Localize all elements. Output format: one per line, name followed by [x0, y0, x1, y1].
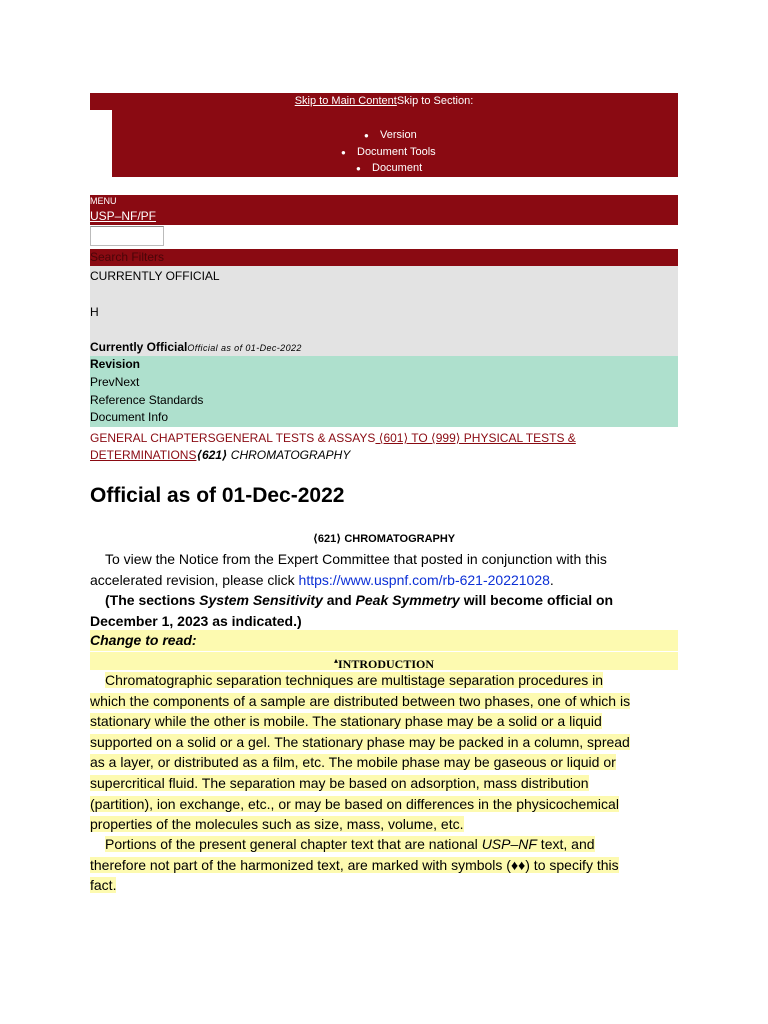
search-filters-bar[interactable]: [90, 249, 678, 266]
breadcrumb-physical-tests[interactable]: ⟨601⟩ TO ⟨999⟩ PHYSICAL TESTS & DETERMINATIONS: [90, 431, 576, 462]
tab-document-info[interactable]: Document Info: [90, 410, 169, 424]
prev-next: [90, 375, 139, 389]
section-item-version[interactable]: ● Version: [364, 129, 417, 141]
prev-button[interactable]: Prev: [90, 375, 115, 389]
notice-link[interactable]: https://www.uspnf.com/rb-621-20221028: [298, 571, 550, 588]
skip-bar: [90, 93, 678, 110]
skip-to-section-label: Skip to Section:: [396, 95, 474, 107]
usp-nf-pf-link[interactable]: USP–NF/PF: [90, 209, 157, 223]
section-item-document[interactable]: ● Document: [356, 162, 423, 174]
bullet-icon: ●: [356, 164, 361, 173]
document-tabs: [90, 356, 678, 427]
bullet-icon: ●: [341, 148, 346, 157]
tab-revision[interactable]: Revision: [90, 357, 141, 371]
status-letter: H: [90, 305, 99, 319]
breadcrumb-general-chapters[interactable]: GENERAL CHAPTERS: [90, 431, 216, 445]
sections-note: (The sections System Sensitivity and Peak Symmetry will become official on December 1, 2023 as indicated.): [90, 592, 614, 629]
currently-official-line: [90, 340, 302, 354]
breadcrumb: [90, 430, 678, 464]
menu-bar: [90, 195, 678, 225]
search-filters-label: Search Filters: [90, 250, 165, 264]
currently-official-caps: CURRENTLY OFFICIAL: [90, 269, 220, 283]
chapter-heading: ⟨621⟩ CHROMATOGRAPHY: [312, 533, 456, 545]
bullet-icon: ●: [364, 131, 369, 140]
portions-paragraph: Portions of the present general chapter text that are national USP–NF text, and therefore not part of the harmonized text, are marked with symbols (♦♦) to specify this fact.: [90, 836, 619, 894]
intro-heading: ▴INTRODUCTION: [90, 652, 678, 670]
breadcrumb-general-tests[interactable]: GENERAL TESTS & ASSAYS: [215, 431, 376, 445]
currently-official-label: Currently Official: [90, 340, 188, 354]
triangle-marker-icon: ▴: [333, 656, 338, 665]
change-to-read: Change to read:: [90, 630, 678, 651]
status-block: [90, 266, 678, 356]
next-button[interactable]: Next: [114, 375, 140, 389]
intro-paragraph: Chromatographic separation techniques are multistage separation procedures in which the components of a sample are distributed between two phases, one of which is stationary while the other is mobile. The stationary phase may be a solid or a liquid supported on a solid or a gel. The stationary phase may be packed in a column, spread as a layer, or distributed as a film, etc. The mobile phase may be gaseous or liquid or supercritical fluid. The separation may be based on adsorption, mass distribution (partition), ion exchange, etc., or may be based on differences in the physicochemical properties of the molecules such as size, mass, volume, etc.: [90, 672, 631, 833]
search-input[interactable]: [90, 226, 164, 246]
section-item-document-tools[interactable]: ● Document Tools: [341, 146, 436, 158]
skip-section-menu: [112, 110, 678, 177]
menu-button[interactable]: MENU: [90, 196, 117, 206]
page-title: Official as of 01-Dec-2022: [90, 484, 345, 507]
skip-to-main-content-link[interactable]: Skip to Main Content: [294, 95, 397, 107]
breadcrumb-current: ⟨621⟩ CHROMATOGRAPHY: [196, 448, 351, 462]
notice-paragraph: To view the Notice from the Expert Committee that posted in conjunction with this accelerated revision, please click https://www.uspnf.com/rb-621-20221028.: [90, 551, 607, 588]
official-date-label: Official as of 01-Dec-2022: [187, 343, 302, 353]
tab-reference-standards[interactable]: Reference Standards: [90, 393, 204, 407]
